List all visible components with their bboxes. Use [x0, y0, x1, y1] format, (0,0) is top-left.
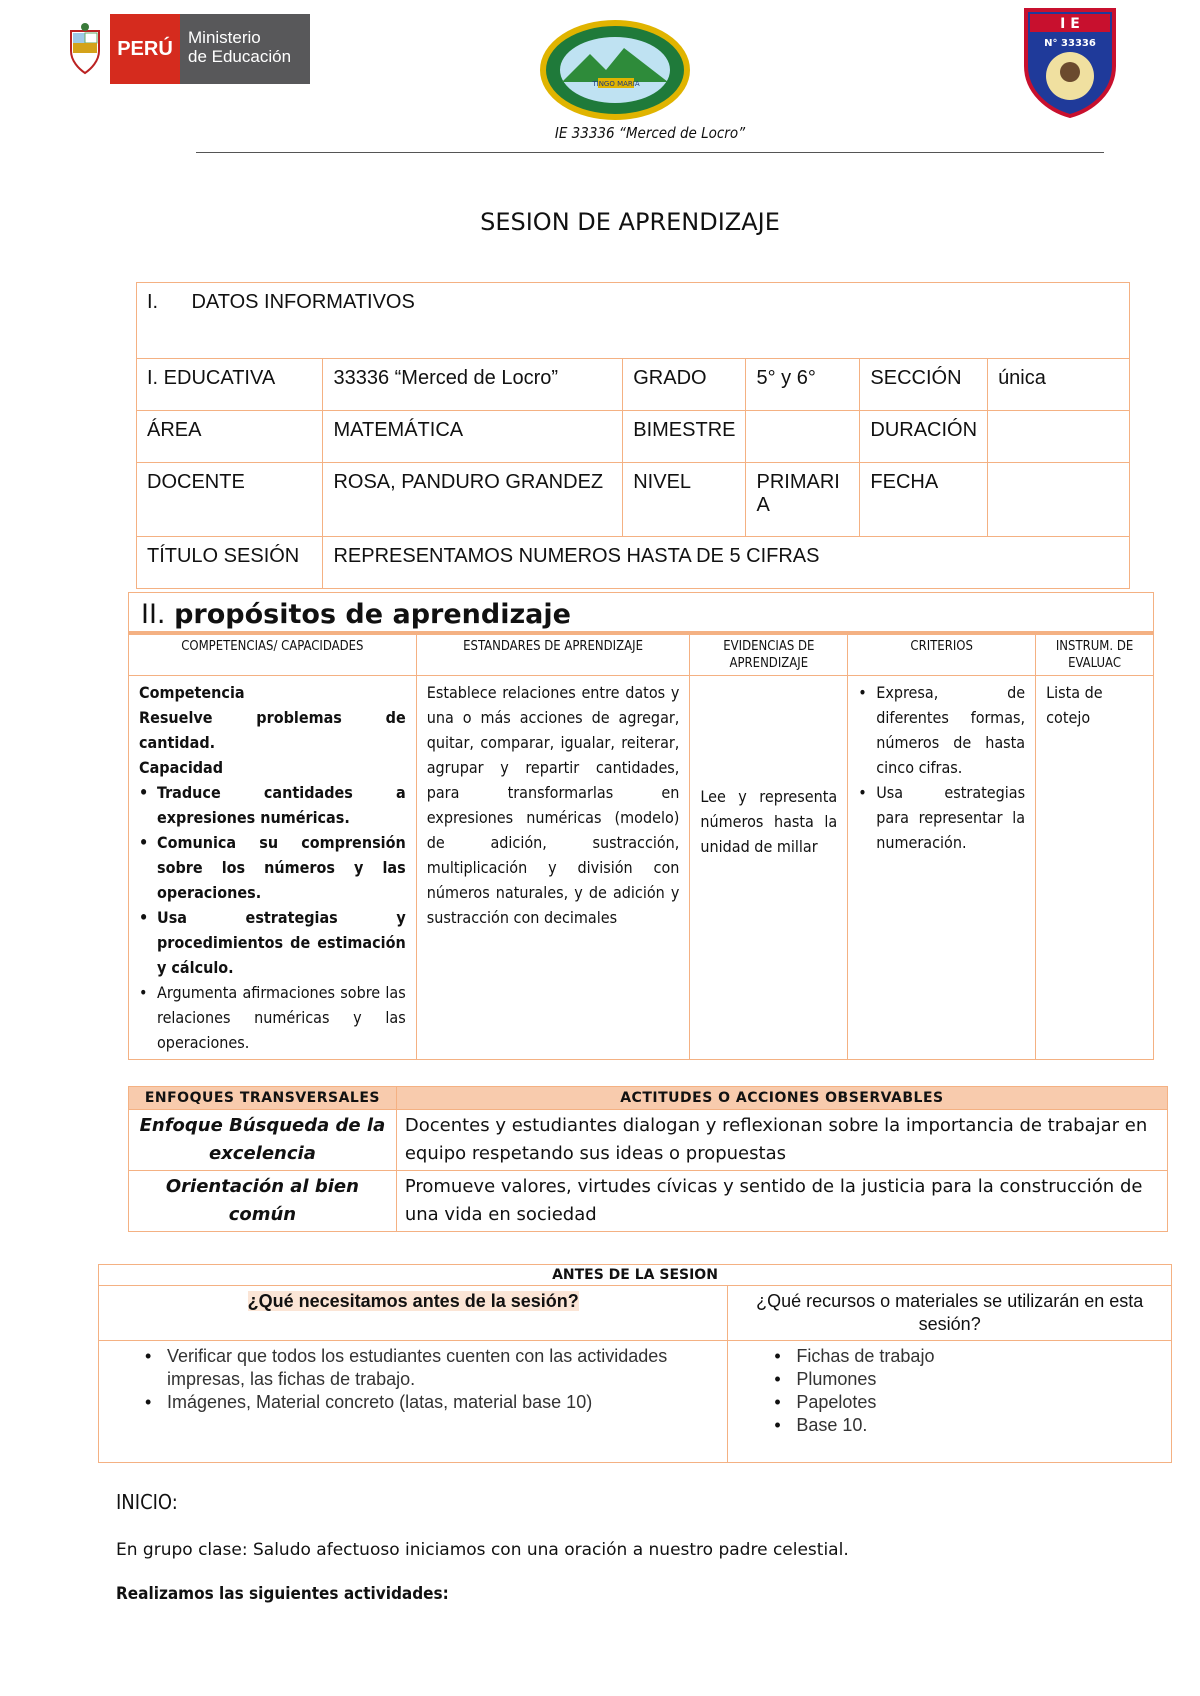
- ministry-line1: Ministerio: [188, 28, 261, 47]
- cell-label: GRADO: [623, 359, 746, 411]
- list-item: • Comunica su comprensión sobre los números y las operaciones.: [139, 830, 406, 905]
- cell-value: 5° y 6°: [746, 359, 860, 411]
- list-item: • Fichas de trabajo: [736, 1345, 1163, 1368]
- enfoque-name: Enfoque Búsqueda de la excelencia: [129, 1110, 397, 1171]
- estandar-cell: Establece relaciones entre datos y una o más acciones de agregar, quitar, comparar, igualar, reiterar, agrupar y repartir cantidades, para transformarlas en expresiones numéricas (modelo) de adición, sustracción, multiplicación y división con números naturales, y de adición y sustracción con decimales: [416, 676, 690, 1060]
- list-item: • Verificar que todos los estudiantes cuenten con las actividades impresas, las fichas de trabajo.: [107, 1345, 719, 1391]
- inicio-paragraph: En grupo clase: Saludo afectuoso iniciamos con una oración a nuestro padre celestial.: [116, 1540, 849, 1560]
- institution-line: IE 33336 “Merced de Locro”: [554, 124, 746, 142]
- cell-label: I. EDUCATIVA: [137, 359, 323, 411]
- competencia-label: Competencia: [139, 683, 245, 702]
- resources-cell: [728, 1341, 1172, 1463]
- cell-value: [988, 463, 1130, 537]
- cell-value: [746, 411, 860, 463]
- antes-heading: ANTES DE LA SESION: [99, 1265, 1172, 1286]
- col-header: EVIDENCIAS DE APRENDIZAJE: [690, 635, 848, 676]
- cell-value: 33336 “Merced de Locro”: [323, 359, 623, 411]
- cell-label: SECCIÓN: [860, 359, 988, 411]
- question-2: ¿Qué recursos o materiales se utilizarán en esta sesión?: [728, 1286, 1172, 1341]
- cell-label: DOCENTE: [137, 463, 323, 537]
- needs-cell: [99, 1341, 728, 1463]
- titulo-label: TÍTULO SESIÓN: [137, 537, 323, 589]
- page-title: SESION DE APRENDIZAJE: [480, 208, 780, 236]
- criterios-list: [858, 680, 1025, 855]
- list-item: • Argumenta afirmaciones sobre las relaciones numéricas y las operaciones.: [139, 980, 406, 1055]
- cell-label: DURACIÓN: [860, 411, 988, 463]
- resources-list: [736, 1345, 1163, 1437]
- badge-letters: I E: [1060, 16, 1080, 32]
- cell-label: ÁREA: [137, 411, 323, 463]
- coat-of-arms-icon: [60, 14, 110, 84]
- evidencia-cell: [690, 676, 848, 1060]
- titulo-value: REPRESENTAMOS NUMEROS HASTA DE 5 CIFRAS: [323, 537, 1130, 589]
- school-logo-text: TINGO MARIA: [592, 80, 640, 88]
- cell-label: BIMESTRE: [623, 411, 746, 463]
- enfoques-table: [128, 1086, 1168, 1232]
- enfoque-action: Promueve valores, virtudes cívicas y sentido de la justicia para la construcción de una vida en sociedad: [396, 1171, 1167, 1232]
- ministry-logo: [60, 14, 310, 84]
- cell-value: ROSA, PANDURO GRANDEZ: [323, 463, 623, 537]
- propositos-table: [128, 634, 1154, 1060]
- badge-number: N° 33336: [1044, 38, 1096, 49]
- activities-heading: Realizamos las siguientes actividades:: [116, 1584, 449, 1604]
- datos-heading: I. DATOS INFORMATIVOS: [137, 283, 1130, 359]
- header-divider: [196, 152, 1104, 153]
- capacidades-list: [139, 780, 406, 1055]
- cell-value: MATEMÁTICA: [323, 411, 623, 463]
- antes-sesion-table: [98, 1264, 1172, 1463]
- list-item: • Papelotes: [736, 1391, 1163, 1414]
- evidencia-text: Lee y representa números hasta la unidad de millar: [700, 787, 838, 856]
- list-item: • Plumones: [736, 1368, 1163, 1391]
- enfoque-action: Docentes y estudiantes dialogan y reflexionan sobre la importancia de trabajar en equipo respetando sus ideas o propuestas: [396, 1110, 1167, 1171]
- enfoque-name: Orientación al bien común: [129, 1171, 397, 1232]
- cell-label: FECHA: [860, 463, 988, 537]
- col-header: ESTANDARES DE APRENDIZAJE: [416, 635, 690, 676]
- cell-label: NIVEL: [623, 463, 746, 537]
- datos-informativos-table: [136, 282, 1130, 589]
- criterios-cell: [848, 676, 1036, 1060]
- question-cell: [99, 1286, 728, 1341]
- col-header: ACTITUDES O ACCIONES OBSERVABLES: [396, 1087, 1167, 1110]
- competencias-cell: [129, 676, 417, 1060]
- school-network-logo: [540, 20, 690, 120]
- ministry-name: [180, 14, 310, 84]
- propositos-title: propósitos de aprendizaje: [174, 599, 571, 630]
- list-item: • Usa estrategias y procedimientos de estimación y cálculo.: [139, 905, 406, 980]
- col-header: COMPETENCIAS/ CAPACIDADES: [129, 635, 417, 676]
- cell-value: única: [988, 359, 1130, 411]
- col-header: CRITERIOS: [848, 635, 1036, 676]
- list-item: • Expresa, de diferentes formas, números de hasta cinco cifras.: [858, 680, 1025, 780]
- inicio-heading: INICIO:: [116, 1490, 178, 1514]
- propositos-num: II.: [141, 599, 166, 630]
- needs-list: [107, 1345, 719, 1414]
- question-1: ¿Qué necesitamos antes de la sesión?: [247, 1291, 579, 1311]
- cell-value: [988, 411, 1130, 463]
- ministry-line2: de Educación: [188, 47, 292, 66]
- list-item: • Traduce cantidades a expresiones numéricas.: [139, 780, 406, 830]
- list-item: • Imágenes, Material concreto (latas, material base 10): [107, 1391, 719, 1414]
- school-badge-logo: [1020, 6, 1120, 118]
- propositos-heading: [128, 592, 1154, 634]
- instrumento-cell: Lista de cotejo: [1036, 676, 1154, 1060]
- col-header: ENFOQUES TRANSVERSALES: [129, 1087, 397, 1110]
- capacidad-label: Capacidad: [139, 758, 224, 777]
- cell-value: PRIMARIA: [746, 463, 860, 537]
- competencia-text: Resuelve problemas de cantidad.: [139, 708, 406, 752]
- list-item: • Base 10.: [736, 1414, 1163, 1437]
- list-item: • Usa estrategias para representar la numeración.: [858, 780, 1025, 855]
- col-header: INSTRUM. DE EVALUAC: [1036, 635, 1154, 676]
- peru-label: PERÚ: [110, 14, 180, 84]
